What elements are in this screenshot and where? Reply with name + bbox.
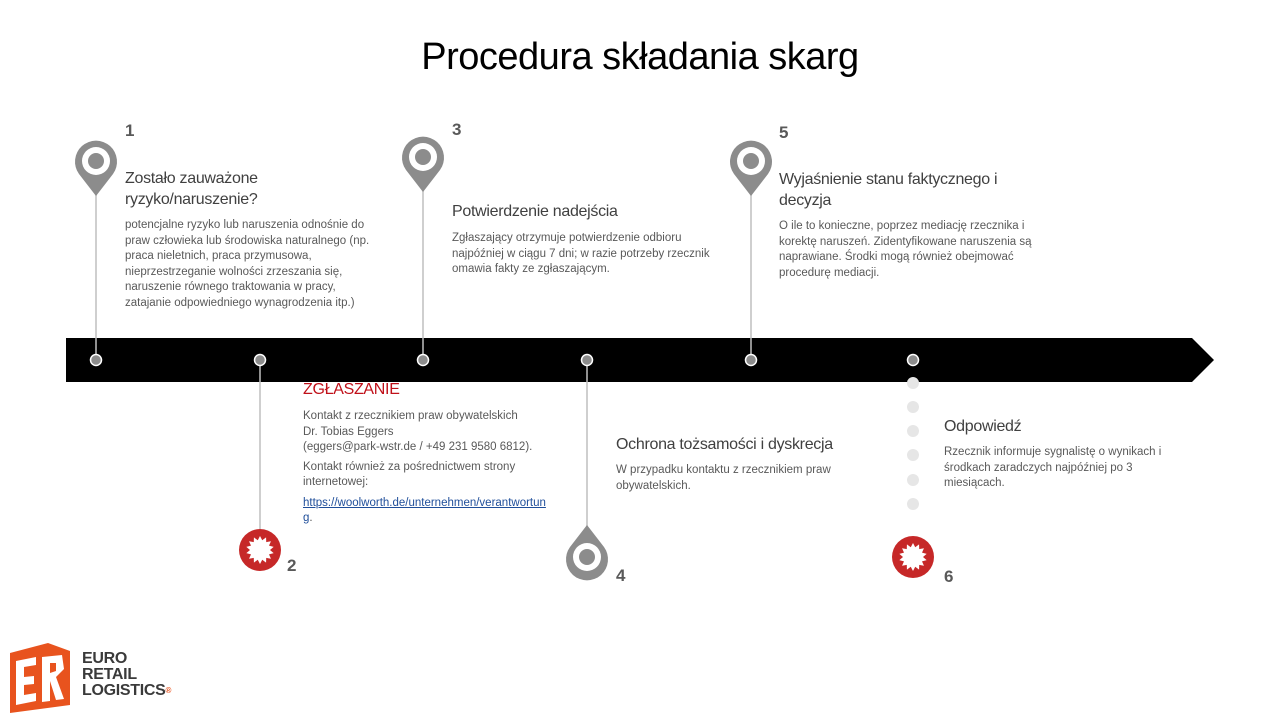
step-5-body: O ile to konieczne, poprzez mediację rzecznika i korektę naruszeń. Zidentyfikowane naruszenia są naprawiane. Środki mogą również obejmować procedurę mediacji. [779, 220, 1032, 279]
step-3-heading: Potwierdzenie nadejścia [452, 203, 618, 220]
step-4-number: 4 [616, 566, 626, 585]
step-1-body: potencjalne ryzyko lub naruszenia odnośnie do praw człowieka lub środowiska naturalnego (np. praca nieletnich, praca przymusowa, nieprzestrzeganie wolności zrzeszania się, naruszenie równego traktowania w pracy, zatajanie odpowiedniego wynagrodzenia itp.) [125, 219, 370, 309]
step-2-body-line: Kontakt z rzecznikiem praw obywatelskich [303, 410, 518, 422]
logo [82, 651, 171, 699]
timeline-node-4 [582, 355, 593, 366]
step-2-body [303, 409, 563, 527]
step-5-heading: Wyjaśnienie stanu faktycznego i decyzja [779, 171, 998, 209]
step-2-body-line: Dr. Tobias Eggers [303, 425, 394, 438]
logo-line-3-text: LOGISTICS [82, 682, 166, 699]
timeline-node-6 [908, 355, 919, 366]
step-2-body-line: Kontakt również za pośrednictwem strony internetowej: [303, 460, 516, 488]
step-6-number: 6 [944, 567, 954, 586]
link-suffix: . [309, 512, 313, 524]
step-5-number: 5 [779, 123, 789, 142]
timeline-node-1 [91, 355, 102, 366]
step-1-heading: Zostało zauważone ryzyko/naruszenie? [125, 170, 258, 208]
page-title: Procedura składania skarg [421, 36, 859, 78]
map-pin-icon [730, 141, 772, 196]
step-2-body-line: (eggers@park-wstr.de / +49 231 9580 6812). [303, 441, 533, 453]
logo-line-3 [82, 683, 171, 699]
alert-burst-icon [239, 529, 281, 571]
step-3-number: 3 [452, 120, 462, 139]
step-1-number: 1 [125, 121, 135, 140]
map-pin-icon [402, 137, 444, 192]
connector-dots-6 [907, 377, 919, 510]
map-pin-icon [75, 141, 117, 196]
registered-mark: ® [165, 686, 172, 695]
timeline-arrow [66, 338, 1214, 382]
step-6-heading: Odpowiedź [944, 418, 1022, 435]
step-4-body: W przypadku kontaktu z rzecznikiem praw obywatelskich. [616, 464, 831, 492]
step-3-body: Zgłaszający otrzymuje potwierdzenie odbioru najpóźniej w ciągu 7 dni; w razie potrzeby rzecznik omawia fakty ze zgłaszającym. [452, 232, 710, 275]
timeline-node-2 [255, 355, 266, 366]
logo-line-1: EURO [82, 650, 128, 667]
step-4-heading: Ochrona tożsamości i dyskrecja [616, 436, 833, 453]
step-2-heading: ZGŁASZANIE [303, 381, 400, 398]
timeline-node-3 [418, 355, 429, 366]
responsibility-link[interactable]: https://woolworth.de/unternehmen/verantwortung [303, 496, 546, 524]
step-6-body: Rzecznik informuje sygnalistę o wynikach i środkach zaradczych najpóźniej po 3 miesiącach. [944, 446, 1162, 489]
logo-line-2: RETAIL [82, 666, 137, 683]
alert-burst-icon [892, 536, 934, 578]
step-2-number: 2 [287, 556, 297, 575]
map-pin-icon [566, 525, 608, 580]
logo-mark [10, 643, 70, 713]
timeline-node-5 [746, 355, 757, 366]
